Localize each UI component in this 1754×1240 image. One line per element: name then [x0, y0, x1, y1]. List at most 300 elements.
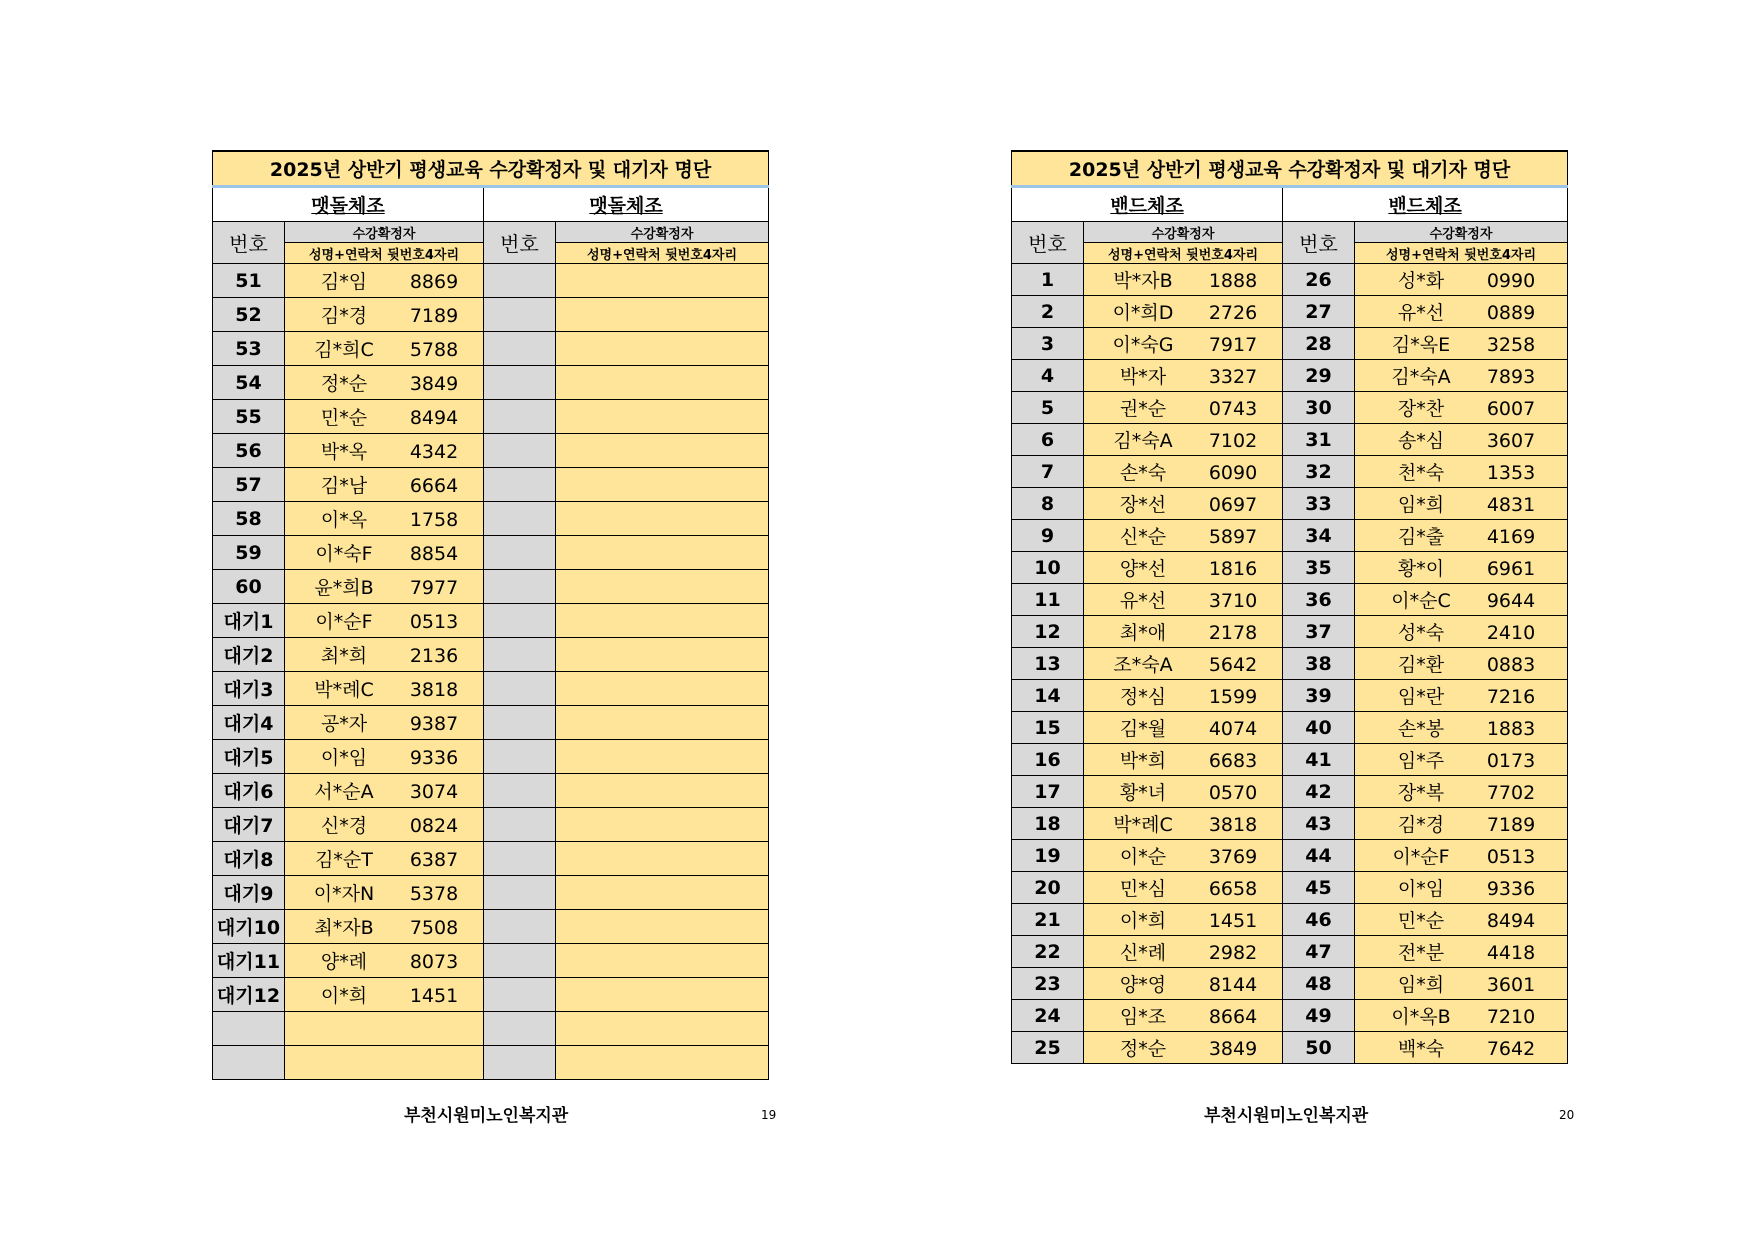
entry-cell — [1355, 520, 1568, 552]
entry-cell — [285, 672, 484, 706]
phone-last4: 6664 — [409, 475, 459, 497]
participant-name: 이*희 — [1119, 910, 1167, 932]
row-number: 22 — [1012, 936, 1084, 968]
participant-name: 최*자B — [314, 917, 374, 939]
row-number: 11 — [1012, 584, 1084, 616]
row-number — [484, 944, 556, 978]
participant-name: 양*선 — [1119, 558, 1167, 580]
row-number — [484, 910, 556, 944]
row-number: 35 — [1283, 552, 1355, 584]
row-number: 47 — [1283, 936, 1355, 968]
row-number: 30 — [1283, 392, 1355, 424]
phone-last4: 7216 — [1486, 686, 1536, 708]
entry-cell — [556, 298, 769, 332]
entry-cell — [1355, 808, 1568, 840]
row-number — [484, 366, 556, 400]
table-row — [213, 876, 769, 910]
phone-last4: 8494 — [409, 407, 459, 429]
phone-last4: 2136 — [409, 645, 459, 667]
row-number: 40 — [1283, 712, 1355, 744]
row-number — [484, 502, 556, 536]
participant-name: 유*선 — [1397, 302, 1445, 324]
phone-last4: 7189 — [409, 305, 459, 327]
participant-name: 임*희 — [1397, 974, 1445, 996]
phone-last4: 4342 — [409, 441, 459, 463]
header-confirmed: 수강확정자 — [285, 222, 484, 243]
participant-name: 김*옥E — [1391, 334, 1451, 356]
entry-cell — [285, 944, 484, 978]
entry-cell — [556, 400, 769, 434]
row-number: 4 — [1012, 360, 1084, 392]
entry-cell — [556, 366, 769, 400]
row-number: 대기7 — [213, 808, 285, 842]
participant-name: 김*숙A — [1391, 366, 1451, 388]
table-row — [213, 706, 769, 740]
phone-last4: 1353 — [1486, 462, 1536, 484]
participant-name: 김*임 — [320, 271, 368, 293]
row-number: 1 — [1012, 264, 1084, 296]
entry-cell — [1084, 1032, 1283, 1064]
phone-last4: 6658 — [1208, 878, 1258, 900]
participant-name: 이*임 — [1397, 878, 1445, 900]
table-row — [1012, 520, 1568, 552]
phone-last4: 3849 — [409, 373, 459, 395]
participant-name: 김*숙A — [1113, 430, 1173, 452]
row-number: 12 — [1012, 616, 1084, 648]
row-number: 53 — [213, 332, 285, 366]
row-number — [484, 706, 556, 740]
phone-last4: 9387 — [409, 713, 459, 735]
entry-cell — [556, 808, 769, 842]
table-row — [213, 502, 769, 536]
table-row — [1012, 392, 1568, 424]
row-number: 37 — [1283, 616, 1355, 648]
table-row — [213, 332, 769, 366]
row-number: 5 — [1012, 392, 1084, 424]
page-19 — [212, 150, 768, 1080]
entry-cell — [1084, 840, 1283, 872]
row-number: 43 — [1283, 808, 1355, 840]
entry-cell — [1355, 904, 1568, 936]
entry-cell — [556, 910, 769, 944]
table-row — [1012, 328, 1568, 360]
participant-name: 이*순F — [1392, 846, 1450, 868]
entry-cell — [1084, 392, 1283, 424]
participant-name: 이*순F — [315, 611, 373, 633]
table-row — [1012, 936, 1568, 968]
entry-cell — [1084, 1000, 1283, 1032]
row-number — [484, 1046, 556, 1080]
page-number: 19 — [761, 1108, 777, 1122]
participant-name: 이*순C — [1391, 590, 1451, 612]
table-row — [1012, 264, 1568, 296]
participant-name: 김*순T — [315, 849, 373, 871]
participant-name: 이*숙F — [315, 543, 373, 565]
participant-name: 김*경 — [1397, 814, 1445, 836]
header-num: 번호 — [484, 222, 556, 264]
participant-name: 성*화 — [1397, 270, 1445, 292]
entry-cell — [556, 502, 769, 536]
phone-last4: 0824 — [409, 815, 459, 837]
header-num: 번호 — [1012, 222, 1084, 264]
row-number: 대기2 — [213, 638, 285, 672]
participant-name: 박*자B — [1113, 270, 1173, 292]
entry-cell — [556, 332, 769, 366]
footer-org: 부천시원미노인복지관 — [404, 1106, 569, 1126]
row-number: 13 — [1012, 648, 1084, 680]
phone-last4: 6090 — [1208, 462, 1258, 484]
table-row — [1012, 744, 1568, 776]
participant-name: 이*희 — [320, 985, 368, 1007]
group-heading: 맷돌체조 — [213, 187, 484, 222]
entry-cell — [285, 298, 484, 332]
participant-name: 박*옥 — [320, 441, 368, 463]
phone-last4: 7893 — [1486, 366, 1536, 388]
row-number: 16 — [1012, 744, 1084, 776]
row-number: 23 — [1012, 968, 1084, 1000]
entry-cell — [556, 978, 769, 1012]
entry-cell — [556, 706, 769, 740]
participant-name: 박*자 — [1119, 366, 1167, 388]
row-number: 59 — [213, 536, 285, 570]
participant-name: 권*순 — [1119, 398, 1167, 420]
participant-name: 황*녀 — [1119, 782, 1167, 804]
row-number — [484, 672, 556, 706]
table-row — [213, 298, 769, 332]
table-row — [1012, 360, 1568, 392]
participant-name: 김*출 — [1397, 526, 1445, 548]
entry-cell — [285, 1046, 484, 1080]
participant-name: 양*례 — [320, 951, 368, 973]
phone-last4: 2178 — [1208, 622, 1258, 644]
entry-cell — [285, 876, 484, 910]
row-number — [484, 842, 556, 876]
entry-cell — [1355, 424, 1568, 456]
entry-cell — [1355, 392, 1568, 424]
participant-name: 임*주 — [1397, 750, 1445, 772]
participant-name: 정*순 — [1119, 1038, 1167, 1060]
phone-last4: 1758 — [409, 509, 459, 531]
row-number: 33 — [1283, 488, 1355, 520]
row-number: 9 — [1012, 520, 1084, 552]
row-number: 25 — [1012, 1032, 1084, 1064]
phone-last4: 3074 — [409, 781, 459, 803]
participant-name: 신*례 — [1119, 942, 1167, 964]
phone-last4: 0570 — [1208, 782, 1258, 804]
table-row — [213, 638, 769, 672]
phone-last4: 3601 — [1486, 974, 1536, 996]
participant-name: 윤*희B — [314, 577, 374, 599]
group-heading: 맷돌체조 — [484, 187, 769, 222]
phone-last4: 9336 — [409, 747, 459, 769]
entry-cell — [285, 366, 484, 400]
entry-cell — [556, 740, 769, 774]
phone-last4: 4831 — [1486, 494, 1536, 516]
participant-name: 박*례C — [1113, 814, 1173, 836]
table-row — [213, 740, 769, 774]
phone-last4: 3818 — [409, 679, 459, 701]
header-confirmed: 수강확정자 — [1355, 222, 1568, 243]
participant-name: 이*순 — [1119, 846, 1167, 868]
row-number — [484, 876, 556, 910]
phone-last4: 1816 — [1208, 558, 1258, 580]
participant-name: 신*경 — [320, 815, 368, 837]
entry-cell — [1355, 840, 1568, 872]
row-number: 52 — [213, 298, 285, 332]
entry-cell — [1355, 680, 1568, 712]
row-number: 19 — [1012, 840, 1084, 872]
row-number: 41 — [1283, 744, 1355, 776]
phone-last4: 8854 — [409, 543, 459, 565]
row-number: 6 — [1012, 424, 1084, 456]
table-row — [213, 978, 769, 1012]
entry-cell — [1084, 744, 1283, 776]
row-number — [484, 468, 556, 502]
entry-cell — [1355, 968, 1568, 1000]
phone-last4: 5642 — [1208, 654, 1258, 676]
phone-last4: 0513 — [409, 611, 459, 633]
entry-cell — [1355, 584, 1568, 616]
phone-last4: 7917 — [1208, 334, 1258, 356]
row-number — [484, 604, 556, 638]
entry-cell — [1355, 872, 1568, 904]
phone-last4: 1451 — [1208, 910, 1258, 932]
phone-last4: 7102 — [1208, 430, 1258, 452]
row-number: 31 — [1283, 424, 1355, 456]
entry-cell — [556, 536, 769, 570]
entry-cell — [556, 944, 769, 978]
entry-cell — [556, 842, 769, 876]
entry-cell — [1084, 776, 1283, 808]
entry-cell — [556, 1012, 769, 1046]
participant-name: 장*선 — [1119, 494, 1167, 516]
entry-cell — [1084, 808, 1283, 840]
phone-last4: 3710 — [1208, 590, 1258, 612]
table-row — [1012, 840, 1568, 872]
entry-cell — [1355, 488, 1568, 520]
entry-cell — [1355, 712, 1568, 744]
phone-last4: 5897 — [1208, 526, 1258, 548]
table-row — [213, 774, 769, 808]
entry-cell — [1084, 328, 1283, 360]
participant-name: 이*옥 — [320, 509, 368, 531]
entry-cell — [1084, 264, 1283, 296]
roster-table-left — [212, 150, 769, 1080]
participant-name: 김*환 — [1397, 654, 1445, 676]
entry-cell — [285, 1012, 484, 1046]
entry-cell — [1084, 872, 1283, 904]
phone-last4: 0743 — [1208, 398, 1258, 420]
row-number: 20 — [1012, 872, 1084, 904]
entry-cell — [285, 604, 484, 638]
participant-name: 임*희 — [1397, 494, 1445, 516]
row-number: 44 — [1283, 840, 1355, 872]
table-row — [1012, 616, 1568, 648]
group-heading: 밴드체조 — [1012, 187, 1283, 222]
row-number — [484, 740, 556, 774]
participant-name: 이*옥B — [1391, 1006, 1451, 1028]
phone-last4: 5378 — [409, 883, 459, 905]
entry-cell — [285, 434, 484, 468]
phone-last4: 0990 — [1486, 270, 1536, 292]
table-row — [213, 1012, 769, 1046]
entry-cell — [285, 332, 484, 366]
phone-last4: 8869 — [409, 271, 459, 293]
header-sub: 성명+연락처 뒷번호4자리 — [1355, 243, 1568, 264]
table-row — [213, 366, 769, 400]
entry-cell — [556, 638, 769, 672]
row-number: 8 — [1012, 488, 1084, 520]
phone-last4: 4074 — [1208, 718, 1258, 740]
participant-name: 임*조 — [1119, 1006, 1167, 1028]
table-row — [1012, 1032, 1568, 1064]
participant-name: 박*희 — [1119, 750, 1167, 772]
footer-org: 부천시원미노인복지관 — [1204, 1106, 1369, 1126]
table-row — [213, 944, 769, 978]
phone-last4: 3327 — [1208, 366, 1258, 388]
table-row — [1012, 648, 1568, 680]
phone-last4: 6007 — [1486, 398, 1536, 420]
row-number: 대기9 — [213, 876, 285, 910]
header-confirmed: 수강확정자 — [556, 222, 769, 243]
row-number — [484, 264, 556, 298]
row-number — [484, 298, 556, 332]
entry-cell — [556, 604, 769, 638]
entry-cell — [285, 400, 484, 434]
participant-name: 천*숙 — [1397, 462, 1445, 484]
phone-last4: 2726 — [1208, 302, 1258, 324]
participant-name: 황*이 — [1397, 558, 1445, 580]
row-number: 대기12 — [213, 978, 285, 1012]
header-sub: 성명+연락처 뒷번호4자리 — [285, 243, 484, 264]
phone-last4: 7189 — [1486, 814, 1536, 836]
phone-last4: 0173 — [1486, 750, 1536, 772]
entry-cell — [1355, 936, 1568, 968]
row-number: 56 — [213, 434, 285, 468]
table-row — [213, 570, 769, 604]
phone-last4: 2982 — [1208, 942, 1258, 964]
phone-last4: 2410 — [1486, 622, 1536, 644]
table-row — [1012, 808, 1568, 840]
participant-name: 양*영 — [1119, 974, 1167, 996]
row-number: 60 — [213, 570, 285, 604]
entry-cell — [1084, 360, 1283, 392]
row-number — [484, 774, 556, 808]
row-number — [484, 570, 556, 604]
participant-name: 김*희C — [314, 339, 374, 361]
entry-cell — [1084, 616, 1283, 648]
row-number: 36 — [1283, 584, 1355, 616]
row-number: 29 — [1283, 360, 1355, 392]
entry-cell — [285, 570, 484, 604]
phone-last4: 3258 — [1486, 334, 1536, 356]
participant-name: 임*란 — [1397, 686, 1445, 708]
table-row — [1012, 456, 1568, 488]
participant-name: 이*자N — [313, 883, 375, 905]
entry-cell — [1084, 584, 1283, 616]
row-number — [484, 638, 556, 672]
entry-cell — [556, 570, 769, 604]
participant-name: 이*희D — [1112, 302, 1174, 324]
roster-title: 2025년 상반기 평생교육 수강확정자 및 대기자 명단 — [213, 151, 769, 187]
page-number: 20 — [1559, 1108, 1575, 1122]
row-number: 7 — [1012, 456, 1084, 488]
participant-name: 장*찬 — [1397, 398, 1445, 420]
roster-title: 2025년 상반기 평생교육 수강확정자 및 대기자 명단 — [1012, 151, 1568, 187]
phone-last4: 8664 — [1208, 1006, 1258, 1028]
phone-last4: 3607 — [1486, 430, 1536, 452]
participant-name: 송*심 — [1397, 430, 1445, 452]
header-confirmed: 수강확정자 — [1084, 222, 1283, 243]
participant-name: 조*숙A — [1113, 654, 1173, 676]
row-number: 대기3 — [213, 672, 285, 706]
entry-cell — [1355, 776, 1568, 808]
phone-last4: 7977 — [409, 577, 459, 599]
roster-table-right — [1011, 150, 1568, 1064]
row-number — [484, 808, 556, 842]
row-number — [484, 978, 556, 1012]
row-number: 14 — [1012, 680, 1084, 712]
table-row — [213, 400, 769, 434]
phone-last4: 8073 — [409, 951, 459, 973]
row-number: 대기1 — [213, 604, 285, 638]
phone-last4: 6961 — [1486, 558, 1536, 580]
row-number: 58 — [213, 502, 285, 536]
row-number: 대기8 — [213, 842, 285, 876]
table-row — [1012, 776, 1568, 808]
phone-last4: 7508 — [409, 917, 459, 939]
participant-name: 김*월 — [1119, 718, 1167, 740]
table-row — [1012, 872, 1568, 904]
entry-cell — [285, 638, 484, 672]
row-number — [484, 434, 556, 468]
participant-name: 최*희 — [320, 645, 368, 667]
participant-name: 이*임 — [320, 747, 368, 769]
row-number: 24 — [1012, 1000, 1084, 1032]
row-number: 21 — [1012, 904, 1084, 936]
table-row — [1012, 680, 1568, 712]
entry-cell — [285, 740, 484, 774]
row-number: 45 — [1283, 872, 1355, 904]
entry-cell — [1355, 1032, 1568, 1064]
header-num: 번호 — [213, 222, 285, 264]
phone-last4: 7642 — [1486, 1038, 1536, 1060]
row-number: 2 — [1012, 296, 1084, 328]
entry-cell — [285, 502, 484, 536]
table-row — [213, 536, 769, 570]
row-number — [484, 1012, 556, 1046]
row-number: 54 — [213, 366, 285, 400]
phone-last4: 6387 — [409, 849, 459, 871]
participant-name: 최*애 — [1119, 622, 1167, 644]
table-row — [213, 604, 769, 638]
table-row — [213, 672, 769, 706]
entry-cell — [1355, 552, 1568, 584]
participant-name: 김*경 — [320, 305, 368, 327]
entry-cell — [285, 842, 484, 876]
participant-name: 백*숙 — [1397, 1038, 1445, 1060]
table-row — [213, 808, 769, 842]
entry-cell — [285, 978, 484, 1012]
entry-cell — [285, 536, 484, 570]
row-number — [213, 1046, 285, 1080]
table-row — [1012, 712, 1568, 744]
row-number: 55 — [213, 400, 285, 434]
phone-last4: 1599 — [1208, 686, 1258, 708]
page-20 — [1011, 150, 1567, 1064]
phone-last4: 3818 — [1208, 814, 1258, 836]
entry-cell — [1084, 904, 1283, 936]
